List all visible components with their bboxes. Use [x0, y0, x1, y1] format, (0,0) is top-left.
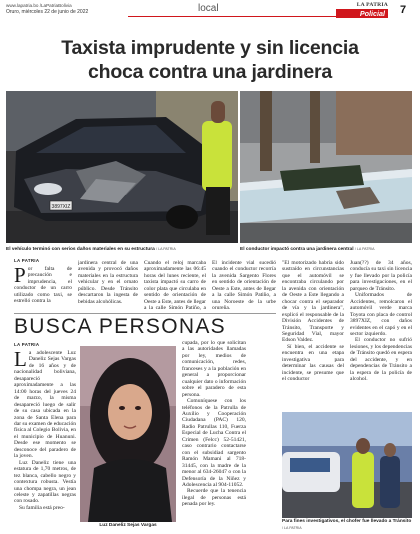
headline-line-1: Taxista imprudente y sin licencia: [61, 37, 359, 59]
article1-col6-para-2: Uniformados de Accidentes, remolcaron el automóvil verde marca Toyota con placa de control 3897XIZ, con daños evidentes en el capó y en el sector izquierdo.: [350, 292, 412, 337]
driver-photo: [282, 412, 412, 518]
article1-byline: LA PATRIA: [14, 258, 40, 263]
article1-column-1: [14, 266, 72, 312]
driver-photo-caption: [282, 519, 412, 532]
website-url[interactable]: www.lapatria.bo /LaPatriaBolivia: [6, 3, 72, 8]
missing-person-caption-text: Luz Daneliz Sejas Vargas: [99, 523, 157, 528]
crash-photo-image: [6, 91, 238, 243]
article1-column-6: [350, 260, 412, 410]
main-headline: [20, 36, 400, 84]
planter-photo-caption: [240, 246, 412, 253]
missing-person-caption: [80, 523, 176, 529]
missing-person-image: [80, 346, 176, 522]
article1-column-5: [282, 260, 344, 410]
article1-col5-para-2: Sí bien, el accidente se encuentra en una etapa investigativa para determinar las causas del incidente, se presume que el conductor: [282, 343, 344, 383]
missing-person-photo: [80, 346, 176, 522]
article2-dropcap: L: [14, 350, 27, 371]
driver-caption-text: Para fines investigativos, el chofer fue llevado a Tránsito: [282, 519, 412, 524]
busca-personas-kicker: BUSCA PERSONAS: [14, 315, 226, 338]
article1-column-4: [212, 260, 276, 312]
article1-col5-para-1: "El motorizado habría sido sustraído en circunstancias que el automóvil se encontraba circulando por la avenida con orientación de Oeste a Este llegando a chocar contra el separador de vía y la jardinera", explicó el responsable de la División Accidentes de Tránsito, Transporte y Seguridad Vial, mayor Edson Valdez.: [282, 260, 344, 344]
article1-column-2: [78, 260, 138, 312]
crash-photo-caption: [6, 246, 238, 253]
article1-col6-para-1: Juan(??) de 34 años, conducía su taxi sin licencia y fue llevado por la policía para investigaciones, en el parqueo de Tránsito.: [350, 260, 412, 292]
article1-col4-para-1: El incidente vial sucedió cuando el conductor recorría la avenida Sargento Flores en sentido de orientación de Oeste a Este, antes de llegar a la calle Simón Patiño, a una Noroeste de la urbe orureña.: [212, 260, 276, 312]
newspaper-brand: LA PATRIA: [356, 2, 388, 8]
article1-column-3: [144, 260, 206, 312]
planter-photo-image: [240, 91, 412, 243]
section-label: local: [198, 3, 219, 14]
article2-col1-para-2: Luz Daneliz tiene una estatura de 1,70 metros, de tez blanca, cabello negro y contextura robusta. Vestía una chompa negra, un jean celeste y zapatillas negras con rosado.: [14, 459, 76, 505]
crash-caption-credit: / LA PATRIA: [156, 247, 176, 251]
article2-col1-para-1: a adolescente Luz Daneliz Sejas Vargas de 16 años y de nacionalidad boliviana, desapareció aproximadamente a las 14:00 horas del jueves 24 de marzo, la misma desapareció luego de salir de su casa ubicada en la zona de Santa Elena para dar su examen de educación física al Colegio Bolivia, en el municipio de Huanuni. Desde ese momento se desconoce del paradero de la joven.: [14, 350, 76, 460]
article1-dropcap: P: [14, 266, 26, 287]
subsection-label: Policial: [336, 9, 388, 18]
article2-column-1: [14, 350, 76, 530]
planter-caption-text: El conductor impactó contra una jardinera central: [240, 247, 354, 252]
article2-col2-para-3: Recuerde que la tenencia ilegal de personas está penada por ley.: [182, 488, 246, 508]
article1-col2-para-1: jardinera central de una avenida y provocó daños materiales en la estructura vehicular y en el ornato público. Desde Tránsito descartaron la ingesta de bebidas alcohólicas.: [78, 260, 138, 305]
driver-photo-image: [282, 412, 412, 518]
headline-line-2: choca contra una jardinera: [87, 61, 333, 83]
article2-col2-para-1: cupada, por lo que solicitan a las autoridades llamadas por ley, medios de comunicación, redes, franceses y a la población en general a proporcionar cualquier dato o información sobre el paradero de esta persona.: [182, 340, 246, 398]
article2-byline: LA PATRIA: [14, 342, 40, 347]
section-rule: [128, 16, 358, 17]
driver-caption-credit: / LA PATRIA: [282, 526, 302, 530]
article2-col1-para-3: Su familia está preo-: [19, 504, 65, 511]
article1-col6-para-3: El conductor no sufrió lesiones, y los dependencias de Tránsito quedó en espera del accidente, y en dependencias de Tránsito a la espera de la policía de alcohol.: [350, 337, 412, 383]
planter-photo: [240, 91, 412, 243]
page-number: 7: [399, 4, 407, 16]
crash-caption-text: El vehículo terminó con serios daños materiales en su estructura: [6, 247, 155, 252]
issue-date: Oruro, miércoles 22 de junio de 2022: [6, 9, 89, 15]
planter-caption-credit: / LA PATRIA: [354, 247, 375, 251]
article2-column-2: [182, 340, 246, 530]
crash-photo: [6, 91, 238, 243]
article-separator: [14, 313, 276, 314]
article1-col1-para-1: or falta de precaución e imprudencia, el conductor de un carro utilizado como taxi, se estrelló contra la: [14, 266, 72, 305]
license-plate: 3897XIZ: [51, 204, 71, 210]
page-header: [0, 0, 420, 22]
article1-col3-para-1: Cuando el reloj marcaba aproximadamente las 06:45 horas del lunes reciente, el taxista impactó su carro de color plata que circulaba en sentido de orientación de Oeste a Este, antes de llegar a la calle Simón Patiño, a: [144, 260, 206, 312]
article2-col2-para-2: Comuníquese con los teléfonos de la Patrulla de Auxilio y Cooperación Ciudadana (PAC) 120, Radio Patrullas 110, Fuerza Especial de Lucha Contra el Crimen (Felcc) 52-51421, caso contrario contactarse con el subsidiad sargento Ramón Mamani al 718-31445, con la madre de la menor al 634-26047 o con la Defensoría de la Niñez y Adolescencia al 904-11052.: [182, 398, 246, 488]
